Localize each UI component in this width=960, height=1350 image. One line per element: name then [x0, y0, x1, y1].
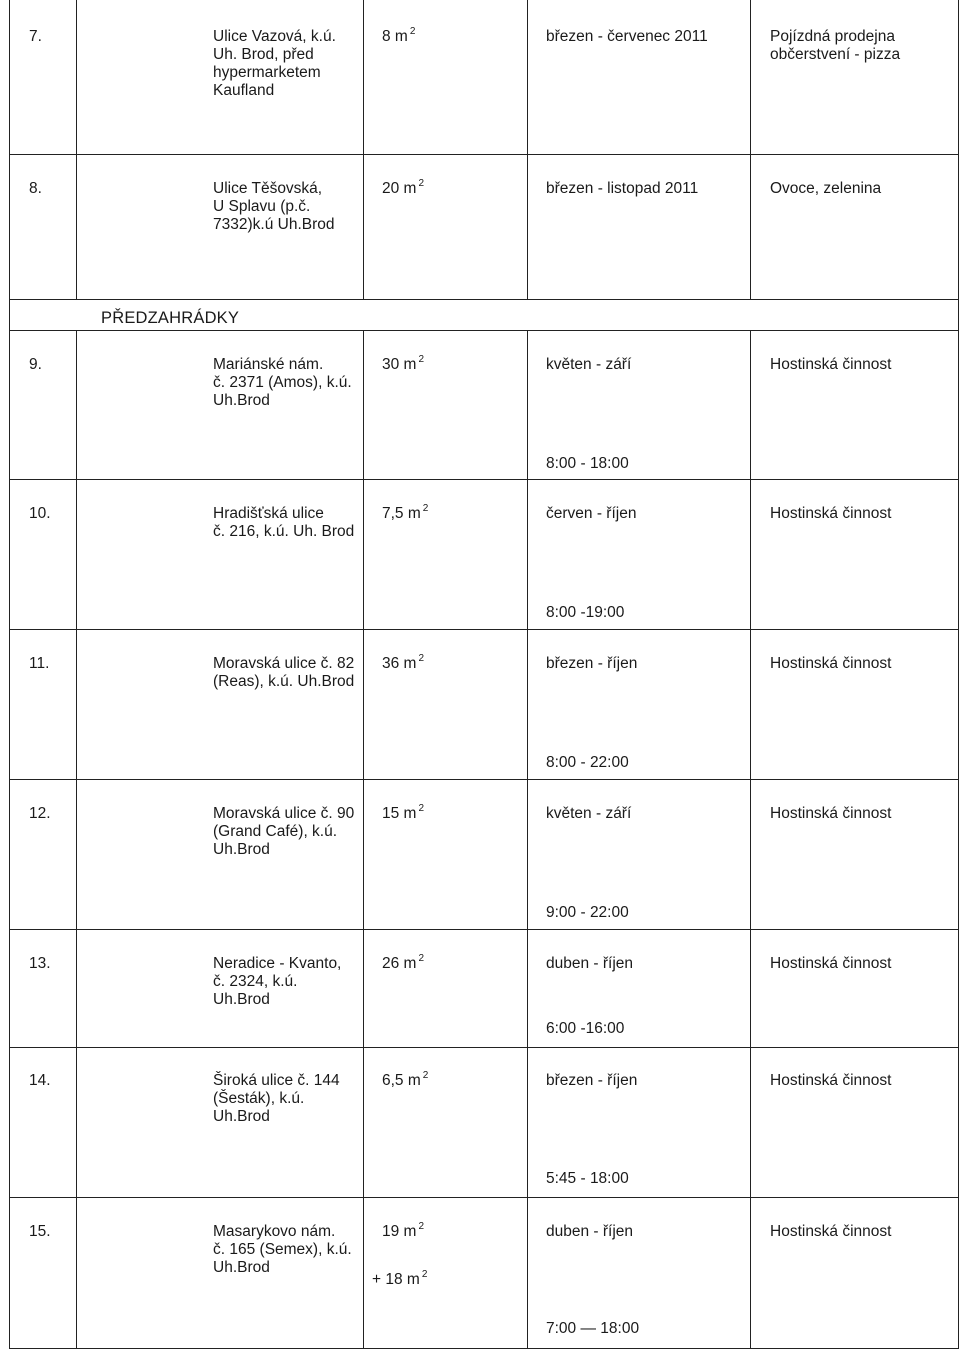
row-location: Masarykovo nám. č. 165 (Semex), k.ú. Uh.Brod	[213, 1223, 352, 1276]
table-row	[10, 155, 958, 300]
row-period: březen - říjen	[546, 1072, 638, 1089]
table-row	[10, 331, 958, 480]
row-period: červen - říjen	[546, 505, 637, 522]
rental-table	[9, 0, 959, 1349]
section-title: PŘEDZAHRÁDKY	[101, 309, 240, 327]
table-row	[10, 1198, 958, 1348]
row-period: duben - říjen	[546, 955, 634, 972]
row-number: 8.	[29, 180, 42, 197]
row-hours: 8:00 - 22:00	[546, 754, 629, 771]
row-activity: Hostinská činnost	[770, 505, 892, 522]
row-area: 20 m $^2$	[382, 177, 425, 197]
row-number: 10.	[29, 505, 51, 522]
row-number: 15.	[29, 1223, 51, 1240]
row-area: 15 m $^2$	[382, 802, 425, 822]
row-period: duben - říjen	[546, 1223, 634, 1240]
row-activity: Hostinská činnost	[770, 356, 892, 373]
row-activity: Hostinská činnost	[770, 1223, 892, 1240]
row-location: Mariánské nám. č. 2371 (Amos), k.ú. Uh.Brod	[213, 356, 352, 409]
row-hours: 6:00 -16:00	[546, 1020, 625, 1037]
row-location: Hradišťská ulice č. 216, k.ú. Uh. Brod	[213, 505, 355, 540]
row-area: 7,5 m $^2$	[382, 502, 429, 522]
row-hours: 8:00 -19:00	[546, 604, 625, 621]
row-number: 9.	[29, 356, 42, 373]
row-activity: Pojízdná prodejna občerstvení - pizza	[770, 28, 901, 63]
table-row	[10, 1048, 958, 1198]
row-hours: 7:00 — 18:00	[546, 1320, 640, 1337]
row-location: Neradice - Kvanto, č. 2324, k.ú. Uh.Brod	[213, 955, 342, 1008]
row-period: květen - září	[546, 356, 632, 373]
row-area: 6,5 m $^2$	[382, 1069, 429, 1089]
row-area: 36 m $^2$	[382, 652, 425, 672]
row-number: 13.	[29, 955, 51, 972]
row-area: 19 m $^2$	[382, 1220, 425, 1240]
row-period: březen - červenec 2011	[546, 28, 708, 45]
row-area: 30 m $^2$	[382, 353, 425, 373]
row-number: 11.	[29, 655, 50, 672]
row-activity: Ovoce, zelenina	[770, 180, 882, 197]
row-number: 7.	[29, 28, 42, 45]
row-location: Moravská ulice č. 90 (Grand Café), k.ú. Uh.Brod	[213, 805, 355, 858]
row-period: březen - říjen	[546, 655, 638, 672]
table-row	[10, 780, 958, 930]
table-row	[10, 630, 958, 780]
row-area-extra: + 18 m $^2$	[372, 1268, 428, 1288]
row-location: Ulice Těšovská, U Splavu (p.č. 7332)k.ú Uh.Brod	[213, 180, 335, 233]
row-area: 8 m $^2$	[382, 25, 416, 45]
row-period: březen - listopad 2011	[546, 180, 699, 197]
row-activity: Hostinská činnost	[770, 655, 892, 672]
row-activity: Hostinská činnost	[770, 955, 892, 972]
row-hours: 5:45 - 18:00	[546, 1170, 629, 1187]
table-row	[10, 930, 958, 1048]
row-location: Široká ulice č. 144 (Šesták), k.ú. Uh.Brod	[213, 1072, 340, 1125]
table-row	[10, 480, 958, 630]
row-location: Moravská ulice č. 82 (Reas), k.ú. Uh.Brod	[213, 655, 355, 690]
row-hours: 8:00 - 18:00	[546, 455, 629, 472]
row-number: 14.	[29, 1072, 51, 1089]
row-number: 12.	[29, 805, 51, 822]
table-row	[10, 0, 958, 155]
row-period: květen - září	[546, 805, 632, 822]
row-area: 26 m $^2$	[382, 952, 425, 972]
row-location: Ulice Vazová, k.ú. Uh. Brod, před hypermarketem Kaufland	[213, 28, 336, 99]
row-hours: 9:00 - 22:00	[546, 904, 629, 921]
row-activity: Hostinská činnost	[770, 805, 892, 822]
row-activity: Hostinská činnost	[770, 1072, 892, 1089]
